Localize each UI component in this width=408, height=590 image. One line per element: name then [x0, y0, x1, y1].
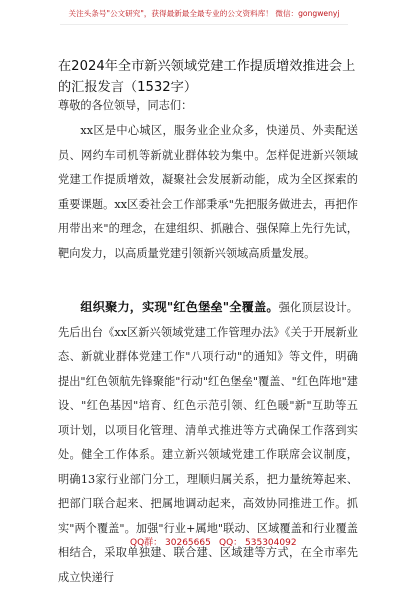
- paragraph-body: 强化顶层设计。先后出台《xx区新兴领域党建工作管理办法》《关于开展新业态、新就业群体党建工作"八项行动"的通知》等文件，明确提出"红色领航先锋聚能"行动"红色堡垒"覆盖、"红色阵地"建设、"红色基因"培育、红色示范引领、红色暖"新"互助等五项计划，以项目化管理、清单式推进等方式确保工作落到实处。健全工作体系。建立新兴领域党建工作联席会议制度，明确13家行业部门分工，理顺归属关系，把力量统筹起来、把部门联合起来、把属地调动起来，高效协同推进工作。抓实"两个覆盖"。加强"行业+属地"联动、区域覆盖和行业覆盖相结合，采取单独建、联合建、区域建等方式，在全市率先成立快递行: [58, 301, 358, 584]
- banner-text: 关注头条号"公文研究"，获得最新最全最专业的公文资料库！ 微信：gongwenyj: [68, 9, 340, 18]
- banner-divider: [60, 24, 348, 25]
- qq-group-number: QQ群： 30265665: [130, 538, 211, 548]
- paragraph-intro: xx区是中心城区，服务业企业众多，快递员、外卖配送员、网约车司机等新就业群体较为集中。怎样促进新兴领域党建工作提质增效，凝聚社会发展新动能，成为全区探索的重要课题。xx区委社会工作部秉承"先把服务做进去，再把作用带出来"的理念，在建组织、抓融合、强保障上先行先试，靶向发力，以高质量党建引领新兴领域高质量发展。: [58, 124, 358, 260]
- top-banner: [0, 0, 408, 40]
- paragraph-lead-heading: 组织聚力，实现"红色堡垒"全覆盖。: [80, 300, 279, 314]
- salutation: 尊敬的各位领导，同志们：: [58, 99, 193, 112]
- footer-contact: [0, 531, 408, 551]
- qq-number: QQ： 535304092: [219, 538, 297, 548]
- document-title: 在2024年全市新兴领域党建工作提质增效推进会上的汇报发言（1532字）: [58, 59, 356, 95]
